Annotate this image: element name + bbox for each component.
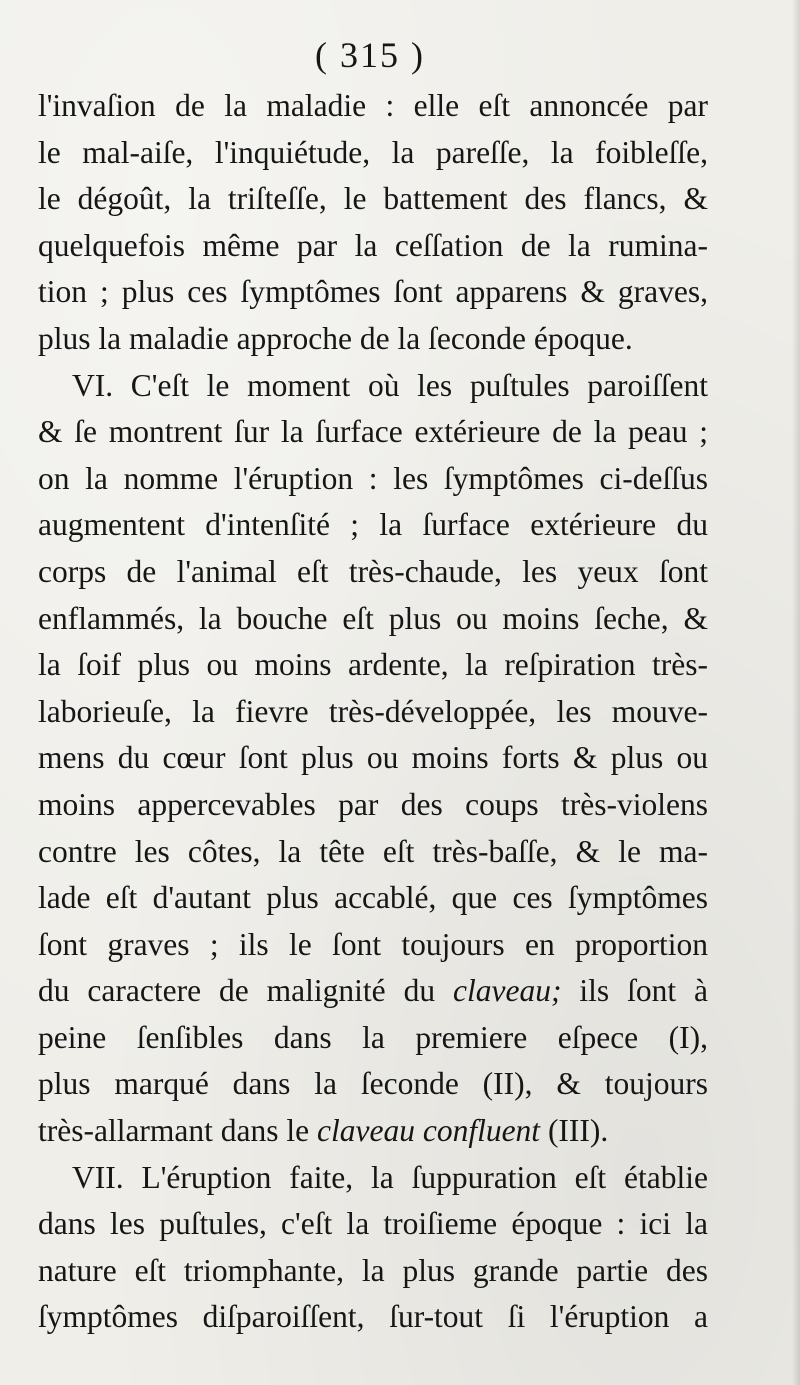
text-line: dans les puſtules, c'eſt la troiſieme époque : ici la [38, 1206, 708, 1242]
text-line-mixed [38, 968, 708, 1015]
text-line: peine ſenſibles dans la premiere eſpece (I), [38, 1019, 708, 1055]
text-line: mens du cœur ſont plus ou moins forts & plus ou [38, 740, 708, 776]
text-line: le mal-aiſe, l'inquiétude, la pareſſe, la foibleſſe, [38, 134, 708, 170]
text-line: plus marqué dans la ſeconde (II), & toujours [38, 1066, 708, 1102]
text-line: la ſoif plus ou moins ardente, la reſpiration très- [38, 647, 708, 683]
section-vii-first-line: VII. L'éruption faite, la ſuppuration eſt établie [72, 1159, 708, 1195]
text-line: quelquefois même par la ceſſation de la rumina- [38, 227, 708, 263]
text-line: on la nomme l'éruption : les ſymptômes ci-deſſus [38, 460, 708, 496]
text-segment: ils ſont à [579, 973, 709, 1009]
text-line: nature eſt triomphante, la plus grande partie des [38, 1252, 708, 1288]
text-line: tion ; plus ces ſymptômes ſont apparens & graves, [38, 274, 708, 310]
text-line: & ſe montrent ſur la ſurface extérieure de la peau ; [38, 414, 708, 450]
text-segment: du caractere de malignité du [38, 973, 436, 1009]
text-line-mixed [38, 1108, 708, 1155]
text-line: plus la maladie approche de la ſeconde époque. [38, 320, 633, 356]
italic-term-claveau: claveau; [453, 973, 562, 1009]
text-segment: (III). [547, 1113, 609, 1149]
text-line: le dégoût, la triſteſſe, le battement des flancs, & [38, 181, 708, 217]
page-edge-shadow [792, 0, 800, 1385]
section-vi-first-line: VI. C'eſt le moment où les puſtules paroiſſent [72, 367, 708, 403]
text-line: laborieuſe, la fievre très-développée, les mouve- [38, 693, 708, 729]
text-line: moins appercevables par des coups très-violens [38, 786, 708, 822]
text-line: enflammés, la bouche eſt plus ou moins ſeche, & [38, 600, 708, 636]
italic-term-claveau-confluent: claveau confluent [317, 1113, 541, 1149]
text-segment: très-allarmant dans le [38, 1113, 310, 1149]
text-line: ſont graves ; ils le ſont toujours en proportion [38, 926, 708, 962]
text-line: ſymptômes diſparoiſſent, ſur-tout ſi l'éruption a [38, 1299, 708, 1335]
body-text [38, 83, 708, 1341]
text-line: augmentent d'intenſité ; la ſurface extérieure du [38, 507, 708, 543]
text-line: l'invaſion de la maladie : elle eſt annoncée par [38, 88, 708, 123]
text-line: lade eſt d'autant plus accablé, que ces ſymptômes [38, 880, 708, 916]
page-number: ( 315 ) [315, 35, 425, 75]
text-line: contre les côtes, la tête eſt très-baſſe, & le ma- [38, 833, 708, 869]
text-line: corps de l'animal eſt très-chaude, les yeux ſont [38, 553, 708, 589]
